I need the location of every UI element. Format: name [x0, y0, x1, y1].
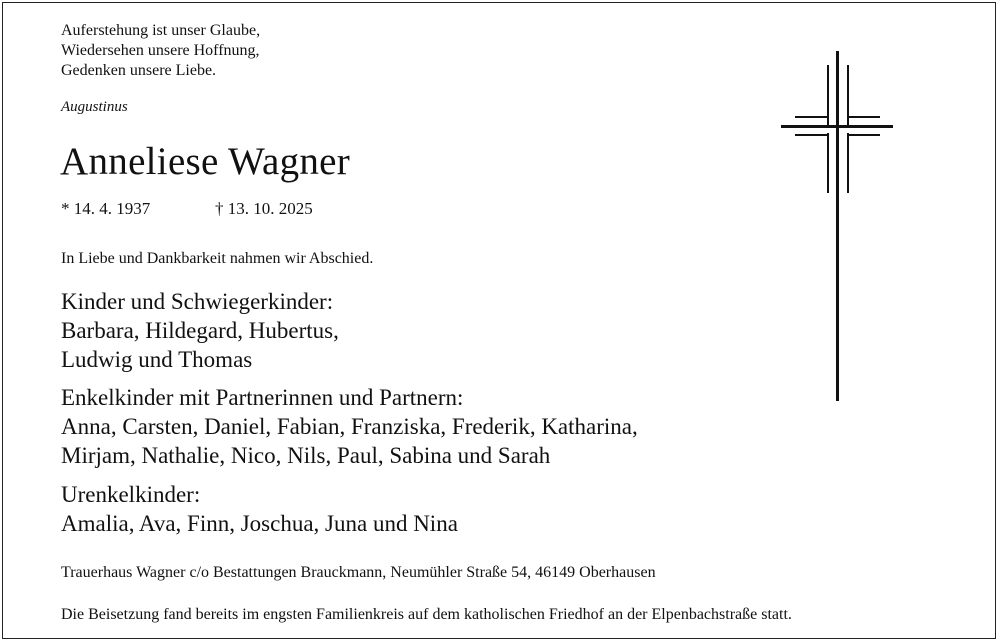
deceased-name: Anneliese Wagner	[60, 140, 351, 183]
family-names-line: Mirjam, Nathalie, Nico, Nils, Paul, Sabina und Sarah	[61, 443, 551, 468]
farewell-text: In Liebe und Dankbarkeit nahmen wir Abschied.	[61, 250, 374, 267]
quote-block	[61, 21, 260, 81]
family-names-line: Barbara, Hildegard, Hubertus,	[61, 318, 339, 343]
family-group-heading: Kinder und Schwiegerkinder:	[61, 289, 334, 314]
family-group-heading: Urenkelkinder:	[61, 482, 201, 507]
quote-line: Auferstehung ist unser Glaube,	[61, 22, 261, 39]
family-group-heading: Enkelkinder mit Partnerinnen und Partnern:	[61, 385, 464, 410]
obituary-notice	[2, 2, 996, 639]
quote-author: Augustinus	[61, 99, 128, 115]
cross-icon	[781, 51, 893, 401]
family-names-line: Anna, Carsten, Daniel, Fabian, Franziska, Frederik, Katharina,	[61, 414, 638, 439]
quote-line: Gedenken unsere Liebe.	[61, 62, 217, 79]
burial-note: Die Beisetzung fand bereits im engsten Familienkreis auf dem katholischen Friedhof an der Elpenbachstraße statt.	[61, 606, 792, 623]
birth-date: * 14. 4. 1937	[61, 199, 151, 218]
family-names-line: Ludwig und Thomas	[61, 347, 253, 372]
family-group-children	[61, 287, 339, 374]
funeral-home-address: Trauerhaus Wagner c/o Bestattungen Brauckmann, Neumühler Straße 54, 46149 Oberhausen	[61, 564, 656, 581]
family-names-line: Amalia, Ava, Finn, Joschua, Juna und Nina	[61, 511, 458, 536]
quote-line: Wiedersehen unsere Hoffnung,	[61, 42, 260, 59]
death-date: † 13. 10. 2025	[215, 199, 313, 218]
family-group-great-grandchildren	[61, 480, 458, 538]
family-group-grandchildren	[61, 383, 638, 470]
